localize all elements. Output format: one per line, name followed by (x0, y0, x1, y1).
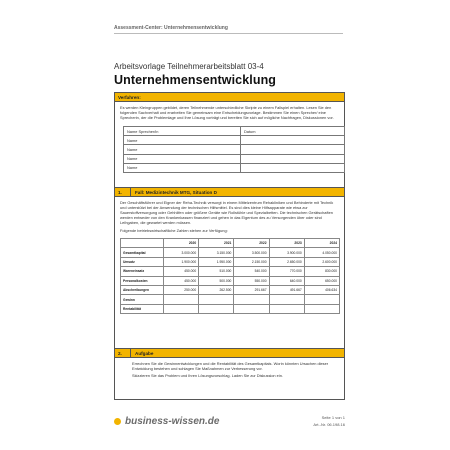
verfahren-text: Es werden Kleingruppen gebildet, deren Teilnehmende unterschiedliche Skripte zu einem Fallspiel erhalten. Lesen Sie den folgenden Sachverhalt und erarbeiten Sie gemeinsam eine Entscheidungsvorlage. Bestimmen Sie einen Sprecher/ eine Sprecherin, der die Problemlage und Ihre Lösung vorträgt und bereiten Sie sich auf mögliche Nachfragen, Diskussionen vor. (120, 105, 334, 120)
value-cell: 3.900.000 (269, 248, 304, 257)
value-cell[interactable] (304, 295, 339, 304)
value-cell: 3.500.000 (234, 248, 269, 257)
value-cell: 2.650.000 (269, 257, 304, 266)
value-cell[interactable] (164, 304, 199, 313)
case-text: Der Geschäftsführer und Eigner der Reha-Technik versorgt in einem Mittelzentrum Rehakliniken und Behinderte mit Technik und unterstützt bei der Anwendung der technischen Hilfsmittel. Es sind dies kleine Hilfsapparate wie etwa zur Sauerstoffversorgung oder Gehhilfen oder größere Geräte wie Rollstühle und Spezialbetten. Die technischen Gerätschaften werden entweder von den Krankenkassen finanziert und gehen in das Eigentum des zu Versorgenden über oder sind Leihgaben, die gewartet werden müssen. (120, 200, 334, 225)
speaker-col-header: Name Sprecher/in (124, 127, 241, 136)
row-label: Rentabilität (121, 304, 164, 313)
value-cell: 250.000 (164, 285, 199, 294)
value-cell: 550.000 (234, 276, 269, 285)
value-cell: 830.000 (304, 267, 339, 276)
value-cell: 2.150.000 (234, 257, 269, 266)
document-subtitle: Arbeitsvorlage Teilnehmerarbeitsblatt 03-4 (114, 62, 264, 71)
case-heading: Fall: Medizintechnik MTG, Situation D (135, 189, 217, 195)
case-section (114, 187, 345, 349)
table-row (121, 285, 340, 294)
value-cell[interactable] (234, 304, 269, 313)
table-row (121, 276, 340, 285)
page-number: Seite 1 von 1 (321, 415, 345, 420)
value-cell: 500.000 (199, 276, 234, 285)
document-title: Unternehmensentwicklung (114, 73, 277, 87)
task-section (114, 348, 345, 400)
date-cell[interactable] (241, 163, 345, 172)
date-col-header: Datum (241, 127, 345, 136)
task-text-2: Skizzieren Sie das Problem und Ihren Lösungsvorschlag. Laden Sie zur Diskussion ein. (132, 373, 283, 378)
year-header: 2021 (199, 239, 234, 248)
financials-table (120, 238, 340, 314)
running-header: Assessment-Center: Unternehmensentwicklung (114, 25, 228, 31)
value-cell[interactable] (269, 295, 304, 304)
value-cell: 770.000 (269, 267, 304, 276)
value-cell: 510.000 (199, 267, 234, 276)
year-header: 2023 (269, 239, 304, 248)
value-cell[interactable] (269, 304, 304, 313)
row-label: Wareneinsatz (121, 267, 164, 276)
value-cell[interactable] (199, 295, 234, 304)
name-cell[interactable]: Name (124, 136, 241, 145)
table-row (121, 304, 340, 313)
value-cell[interactable] (199, 304, 234, 313)
value-cell: 262.500 (199, 285, 234, 294)
case-heading-bar (115, 188, 344, 197)
value-cell: 491.667 (269, 285, 304, 294)
header-divider (114, 33, 343, 34)
name-cell[interactable]: Name (124, 154, 241, 163)
name-cell[interactable]: Name (124, 145, 241, 154)
row-label: Personalkosten (121, 276, 164, 285)
table-row (121, 248, 340, 257)
value-cell: 406.634 (304, 285, 339, 294)
table-row (121, 267, 340, 276)
value-cell: 640.000 (269, 276, 304, 285)
value-cell: 450.000 (164, 276, 199, 285)
table-row (124, 154, 345, 163)
value-cell: 450.000 (164, 267, 199, 276)
speaker-table (123, 126, 345, 173)
task-heading: Aufgabe (135, 350, 154, 356)
value-cell: 3.000.000 (164, 248, 199, 257)
table-row (124, 127, 345, 136)
date-cell[interactable] (241, 154, 345, 163)
name-cell[interactable]: Name (124, 163, 241, 172)
value-cell: 4.050.000 (304, 248, 339, 257)
value-cell: 540.000 (234, 267, 269, 276)
value-cell: 2.600.000 (304, 257, 339, 266)
value-cell: 1.950.000 (199, 257, 234, 266)
date-cell[interactable] (241, 145, 345, 154)
table-row (124, 163, 345, 172)
row-label: Gesamtkapital (121, 248, 164, 257)
value-cell: 3.150.000 (199, 248, 234, 257)
table-intro: Folgende betriebswirtschaftliche Zahlen stehen zur Verfügung: (120, 228, 228, 233)
value-cell[interactable] (234, 295, 269, 304)
row-label: Abschreibungen (121, 285, 164, 294)
verfahren-heading: Verfahren: (118, 94, 141, 100)
value-cell[interactable] (164, 295, 199, 304)
value-cell[interactable] (304, 304, 339, 313)
table-row (121, 295, 340, 304)
table-row (124, 145, 345, 154)
logo-dot-icon (114, 418, 121, 425)
value-cell: 291.667 (234, 285, 269, 294)
task-number: 2. (115, 349, 131, 357)
corner-cell (121, 239, 164, 248)
year-header: 2020 (164, 239, 199, 248)
table-row (124, 136, 345, 145)
row-label: Gewinn (121, 295, 164, 304)
case-number: 1. (115, 188, 131, 196)
date-cell[interactable] (241, 136, 345, 145)
value-cell: 650.000 (304, 276, 339, 285)
row-label: Umsatz (121, 257, 164, 266)
task-text: Errechnen Sie die Gewinnentwicklungen und die Rentabilität des Gesamtkapitals. Worin könnten Ursachen dieser Entwicklung bestehen und schlagen Sie Maßnahmen zur Verbesserung vor. (132, 361, 329, 371)
article-number: Art.-Nr. 06.198.16 (313, 422, 345, 427)
year-header: 2022 (234, 239, 269, 248)
verfahren-heading-bar (115, 93, 344, 102)
table-row (121, 257, 340, 266)
brand-logo: business-wissen.de (125, 416, 220, 427)
year-header: 2024 (304, 239, 339, 248)
table-header-row (121, 239, 340, 248)
task-heading-bar (115, 349, 344, 358)
verfahren-section (114, 92, 345, 188)
value-cell: 1.900.000 (164, 257, 199, 266)
